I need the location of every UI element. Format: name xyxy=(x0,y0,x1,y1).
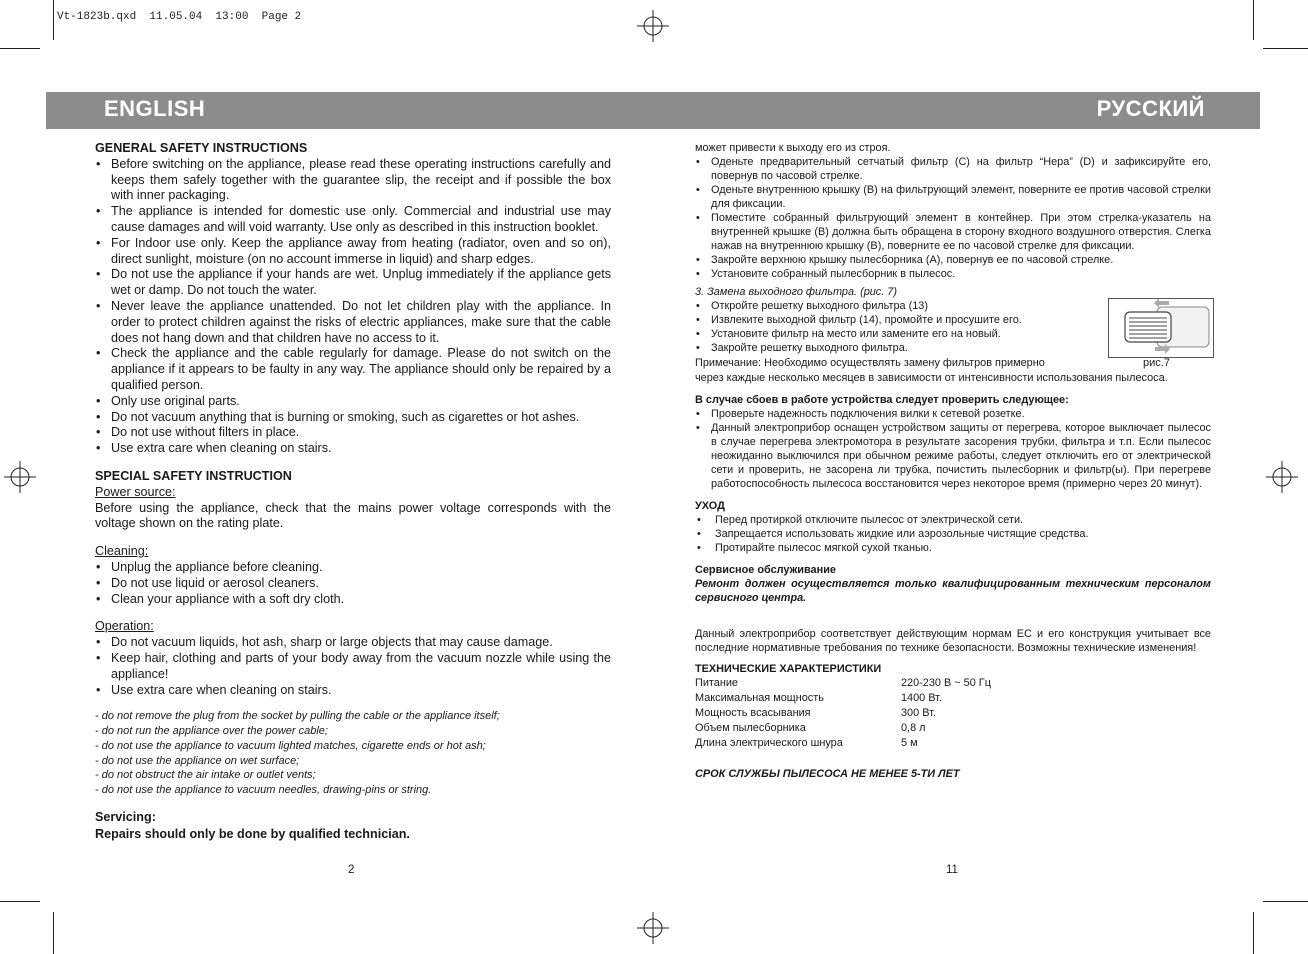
list-item: • Поместите собранный фильтрующий элемент в контейнер. При этом стрелка-указатель на внутренней крышке (В) должна быть обращена в сторону входного воздушного отверстия. Слегка нажав на внутреннюю крышку (В), поверните ее по часовой стрелке для фиксации. xyxy=(695,211,1211,253)
crop-mark xyxy=(0,48,40,49)
spec-title: ТЕХНИЧЕСКИЕ ХАРАКТЕРИСТИКИ xyxy=(695,663,882,675)
list-item: • Do not use liquid or aerosol cleaners. xyxy=(95,576,611,592)
registration-mark-icon xyxy=(4,461,36,493)
operation-list xyxy=(95,635,611,698)
table-row xyxy=(695,676,991,691)
russian-column xyxy=(695,141,1211,781)
service-title: Сервисное обслуживание xyxy=(695,564,836,576)
list-item: • Проверьте надежность подключения вилки к сетевой розетке. xyxy=(695,407,1211,421)
figure-7 xyxy=(1108,298,1214,358)
filter-steps-list xyxy=(695,155,1211,281)
outlet-filter-illustration-icon xyxy=(1109,299,1213,357)
registration-mark-icon xyxy=(1266,461,1298,493)
spec-value: 1400 Вт. xyxy=(901,692,942,704)
fault-list xyxy=(695,407,1211,491)
registration-mark-icon xyxy=(637,10,669,42)
spec-label: Максимальная мощность xyxy=(695,692,824,704)
note-text: Примечание: Необходимо осуществлять замену фильтров примерно xyxy=(695,357,1045,369)
care-list xyxy=(695,513,1211,555)
crop-mark xyxy=(1253,0,1254,40)
english-column xyxy=(95,141,611,843)
note-line: - do not run the appliance over the power cable; xyxy=(95,725,328,738)
header-russian: РУССКИЙ xyxy=(1096,96,1205,121)
special-safety-title: SPECIAL SAFETY INSTRUCTION xyxy=(95,468,292,483)
list-item: • Do not vacuum anything that is burning or smoking, such as cigarettes or hot ashes. xyxy=(95,410,611,426)
note-line: - do not obstruct the air intake or outlet vents; xyxy=(95,769,316,782)
general-safety-title: GENERAL SAFETY INSTRUCTIONS xyxy=(95,141,308,155)
list-item: • Данный электроприбор оснащен устройством защиты от перегрева, которое выключает пылесос в случае перегрева электромотора в результате засорения трубки, фильтра и т.п. Если пылесос неожиданно выключился при обычном режиме работы, следует отключить его от электрической сети и проверить, не засорена ли трубка, почистить пылесборник и фильтр(ы). При перегреве работоспособность пылесоса восстановится через некоторое время (примерно через 20 минут). xyxy=(695,421,1211,491)
spec-value: 220-230 В ~ 50 Гц xyxy=(901,677,991,689)
registration-mark-icon xyxy=(637,912,669,944)
crop-mark xyxy=(1263,48,1308,49)
operation-label: Operation: xyxy=(95,619,154,634)
list-item: • For Indoor use only. Keep the appliance away from heating (radiator, oven and so on), direct sunlight, moisture (on no account immerse in liquid) and sharp edges. xyxy=(95,236,611,268)
list-item: • Clean your appliance with a soft dry cloth. xyxy=(95,592,611,608)
list-item: • Откройте решетку выходного фильтра (13) xyxy=(695,299,1046,313)
intro-text: может привести к выходу его из строя. xyxy=(695,142,891,154)
compliance-text: Данный электроприбор соответствует действующим нормам ЕС и его конструкция учитывает все последние нормативные требования по технике безопасности. Возможны технические изменения! xyxy=(695,628,1211,654)
list-item: • Check the appliance and the cable regularly for damage. Please do not switch on the appliance if it appears to be faulty in any way. The appliance should only be repaired by a qualified person. xyxy=(95,346,611,393)
list-item: • Unplug the appliance before cleaning. xyxy=(95,560,611,576)
header-english: ENGLISH xyxy=(104,96,206,121)
servicing-text: Repairs should only be done by qualified technician. xyxy=(95,827,410,842)
crop-mark xyxy=(53,912,54,954)
fault-title: В случае сбоев в работе устройства следует проверить следующее: xyxy=(695,394,1069,406)
spec-label: Питание xyxy=(695,677,738,689)
page-number-right: 11 xyxy=(946,864,958,876)
spec-value: 0,8 л xyxy=(901,722,926,734)
note-line: - do not remove the plug from the socket by pulling the cable or the appliance itself; xyxy=(95,710,500,723)
servicing-title: Servicing: xyxy=(95,810,156,825)
list-item: • Протирайте пылесос мягкой сухой тканью. xyxy=(695,541,1211,555)
table-row xyxy=(695,691,991,706)
list-item: • Закройте решетку выходного фильтра. xyxy=(695,341,1046,355)
cleaning-label: Cleaning: xyxy=(95,544,149,559)
outlet-filter-title: 3. Замена выходного фильтра. (рис. 7) xyxy=(695,286,897,298)
lifetime-text: СРОК СЛУЖБЫ ПЫЛЕСОСА НЕ МЕНЕЕ 5-ТИ ЛЕТ xyxy=(695,768,960,780)
care-title: УХОД xyxy=(695,500,725,512)
list-item: • Установите собранный пылесборник в пылесос. xyxy=(695,267,1211,281)
page-number-left: 2 xyxy=(348,864,355,876)
list-item: • Запрещается использовать жидкие или аэрозольные чистящие средства. xyxy=(695,527,1211,541)
crop-mark xyxy=(0,901,40,902)
list-item: • Use extra care when cleaning on stairs. xyxy=(95,441,611,457)
list-item: • The appliance is intended for domestic use only. Commercial and industrial use may cause damages and will void warranty. Use only as described in this instruction booklet. xyxy=(95,204,611,236)
spec-label: Длина электрического шнура xyxy=(695,737,843,749)
list-item: • Оденьте предварительный сетчатый фильтр (С) на фильтр “Hepa” (D) и зафиксируйте его, повернув по часовой стрелке. xyxy=(695,155,1211,183)
figure-caption: рис.7 xyxy=(1143,357,1170,369)
spec-label: Объем пылесборника xyxy=(695,722,806,734)
list-item: • Перед протиркой отключите пылесос от электрической сети. xyxy=(695,513,1211,527)
power-source-label: Power source: xyxy=(95,484,176,499)
note-continuation: через каждые несколько месяцев в зависимости от интенсивности использования пылесоса. xyxy=(695,372,1168,384)
cleaning-list xyxy=(95,560,611,607)
list-item: • Оденьте внутреннюю крышку (В) на фильтрующий элемент, поверните ее против часовой стрелки для фиксации. xyxy=(695,183,1211,211)
note-line: - do not use the appliance to vacuum needles, drawing-pins or string. xyxy=(95,784,432,797)
list-item: • Do not use the appliance if your hands are wet. Unplug immediately if the appliance gets wet or damp. Do not touch the water. xyxy=(95,267,611,299)
crop-mark xyxy=(53,0,54,40)
power-source-text: Before using the appliance, check that the mains power voltage corresponds with the voltage shown on the rating plate. xyxy=(95,500,611,531)
italic-notes xyxy=(95,709,611,798)
table-row xyxy=(695,736,991,751)
language-header-band xyxy=(46,92,1260,129)
list-item: • Извлеките выходной фильтр (14), промойте и просушите его. xyxy=(695,313,1046,327)
crop-mark xyxy=(1263,901,1308,902)
slug-line: Vt-1823b.qxd 11.05.04 13:00 Page 2 xyxy=(57,11,302,23)
list-item: • Only use original parts. xyxy=(95,394,611,410)
list-item: • Установите фильтр на место или замените его на новый. xyxy=(695,327,1046,341)
spec-label: Мощность всасывания xyxy=(695,707,811,719)
list-item: • Закройте верхнюю крышку пылесборника (А), повернув ее по часовой стрелке. xyxy=(695,253,1211,267)
note-line: - do not use the appliance to vacuum lighted matches, cigarette ends or hot ash; xyxy=(95,739,486,752)
list-item: • Never leave the appliance unattended. Do not let children play with the appliance. In order to protect children against the risks of electric appliances, make sure that the cable does not hang down and that children have no access to it. xyxy=(95,299,611,346)
table-row xyxy=(695,721,991,736)
crop-mark xyxy=(1253,912,1254,954)
general-safety-list xyxy=(95,157,611,457)
list-item: • Do not use without filters in place. xyxy=(95,425,611,441)
table-row xyxy=(695,706,991,721)
spec-table xyxy=(695,676,991,751)
spec-value: 300 Вт. xyxy=(901,707,936,719)
list-item: • Use extra care when cleaning on stairs. xyxy=(95,683,611,699)
service-text: Ремонт должен осуществляется только квалифицированным техническим персоналом сервисного центра. xyxy=(695,578,1211,604)
list-item: • Do not vacuum liquids, hot ash, sharp or large objects that may cause damage. xyxy=(95,635,611,651)
spec-value: 5 м xyxy=(901,737,918,749)
list-item: • Keep hair, clothing and parts of your body away from the vacuum nozzle while using the appliance! xyxy=(95,651,611,683)
note-line: - do not use the appliance on wet surface; xyxy=(95,754,300,767)
list-item: • Before switching on the appliance, please read these operating instructions carefully and keeps them safely together with the guarantee slip, the receipt and if possible the box with inner packaging. xyxy=(95,157,611,204)
